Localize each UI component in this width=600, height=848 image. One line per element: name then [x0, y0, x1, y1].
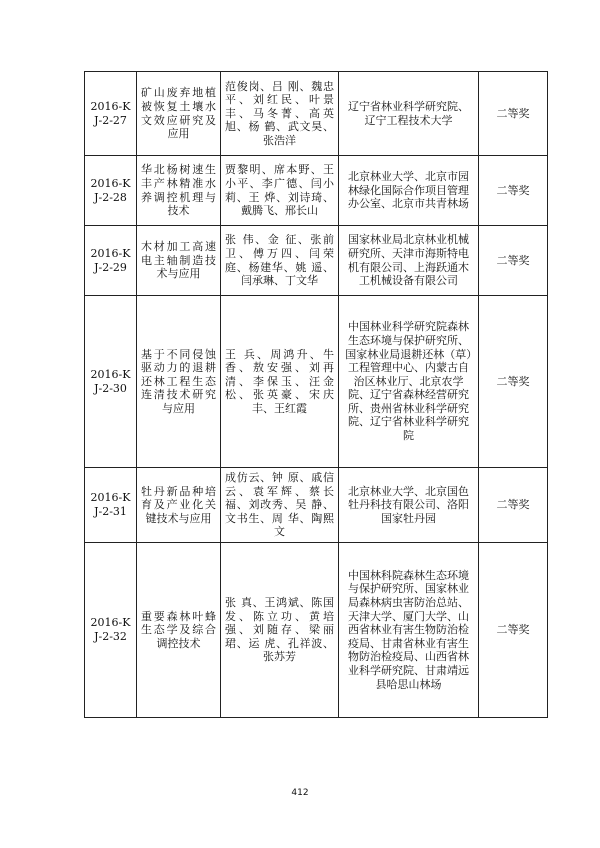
- project-people: 贾黎明、席本野、王小平、李广德、闫小莉、王 烨、刘诗琦、戴腾飞、邢长山: [221, 156, 339, 226]
- project-people: 张 真、王鸿斌、陈国发、陈立功、黄培强、刘随存、梁丽珺、运 虎、孔祥波、张苏芳: [221, 543, 339, 718]
- project-units: 北京林业大学、北京市园林绿化国际合作项目管理办公室、北京市共青林场: [339, 156, 479, 226]
- project-code: 2016-KJ-2-29: [85, 226, 137, 296]
- project-code: 2016-KJ-2-28: [85, 156, 137, 226]
- award-grade: 二等奖: [479, 296, 548, 468]
- project-people: 范俊岗、吕 刚、魏忠平、刘红民、叶景丰、马冬菁、高英旭、杨 鹤、武文昊、张浩洋: [221, 72, 339, 156]
- award-grade: 二等奖: [479, 72, 548, 156]
- table-row: [85, 468, 548, 543]
- project-units: 中国林业科学研究院森林生态环境与保护研究所、国家林业局退耕还林（草）工程管理中心、内蒙古自治区林业厅、北京农学院、辽宁省森林经营研究所、贵州省林业科学研究院、辽宁省林业科学研究院: [339, 296, 479, 468]
- table-row: [85, 543, 548, 718]
- project-people: 成仿云、钟 原、戚信云、袁军辉、蔡长福、刘改秀、吴 静、文书生、周 华、陶熙文: [221, 468, 339, 543]
- project-name: 木材加工高速电主轴制造技术与应用: [137, 226, 221, 296]
- page-number: 412: [291, 788, 309, 798]
- project-name: 基于不同侵蚀驱动力的退耕还林工程生态连清技术研究与应用: [137, 296, 221, 468]
- award-grade: 二等奖: [479, 226, 548, 296]
- award-grade: 二等奖: [479, 156, 548, 226]
- table-row: [85, 72, 548, 156]
- award-grade: 二等奖: [479, 543, 548, 718]
- project-units: 国家林业局北京林业机械研究所、天津市海斯特电机有限公司、上海跃通木工机械设备有限公司: [339, 226, 479, 296]
- project-people: 王 兵、周鸿升、牛香、敖安强、刘再清、李保玉、汪金松、张英豪、宋庆丰、王红霞: [221, 296, 339, 468]
- project-units: 北京林业大学、北京国色牡丹科技有限公司、洛阳国家牡丹园: [339, 468, 479, 543]
- project-name: 牡丹新品种培育及产业化关键技术与应用: [137, 468, 221, 543]
- project-code: 2016-KJ-2-27: [85, 72, 137, 156]
- award-grade: 二等奖: [479, 468, 548, 543]
- project-units: 中国林科院森林生态环境与保护研究所、国家林业局森林病虫害防治总站、天津大学、厦门大学、山西省林业有害生物防治检疫局、甘肃省林业有害生物防治检疫局、山西省林业科学研究院、甘肃靖远县哈思山林场: [339, 543, 479, 718]
- table-row: [85, 226, 548, 296]
- project-name: 矿山废弃地植被恢复土壤水文效应研究及应用: [137, 72, 221, 156]
- project-code: 2016-KJ-2-31: [85, 468, 137, 543]
- table-row: [85, 156, 548, 226]
- project-people: 张 伟、金 征、张前卫、傅万四、闫荣庭、杨建华、姚 遥、闫承琳、丁文华: [221, 226, 339, 296]
- project-code: 2016-KJ-2-32: [85, 543, 137, 718]
- awards-table: [84, 71, 548, 718]
- project-code: 2016-KJ-2-30: [85, 296, 137, 468]
- table-row: [85, 296, 548, 468]
- project-name: 重要森林叶蜂生态学及综合调控技术: [137, 543, 221, 718]
- project-name: 华北杨树速生丰产林精准水养调控机理与技术: [137, 156, 221, 226]
- project-units: 辽宁省林业科学研究院、辽宁工程技术大学: [339, 72, 479, 156]
